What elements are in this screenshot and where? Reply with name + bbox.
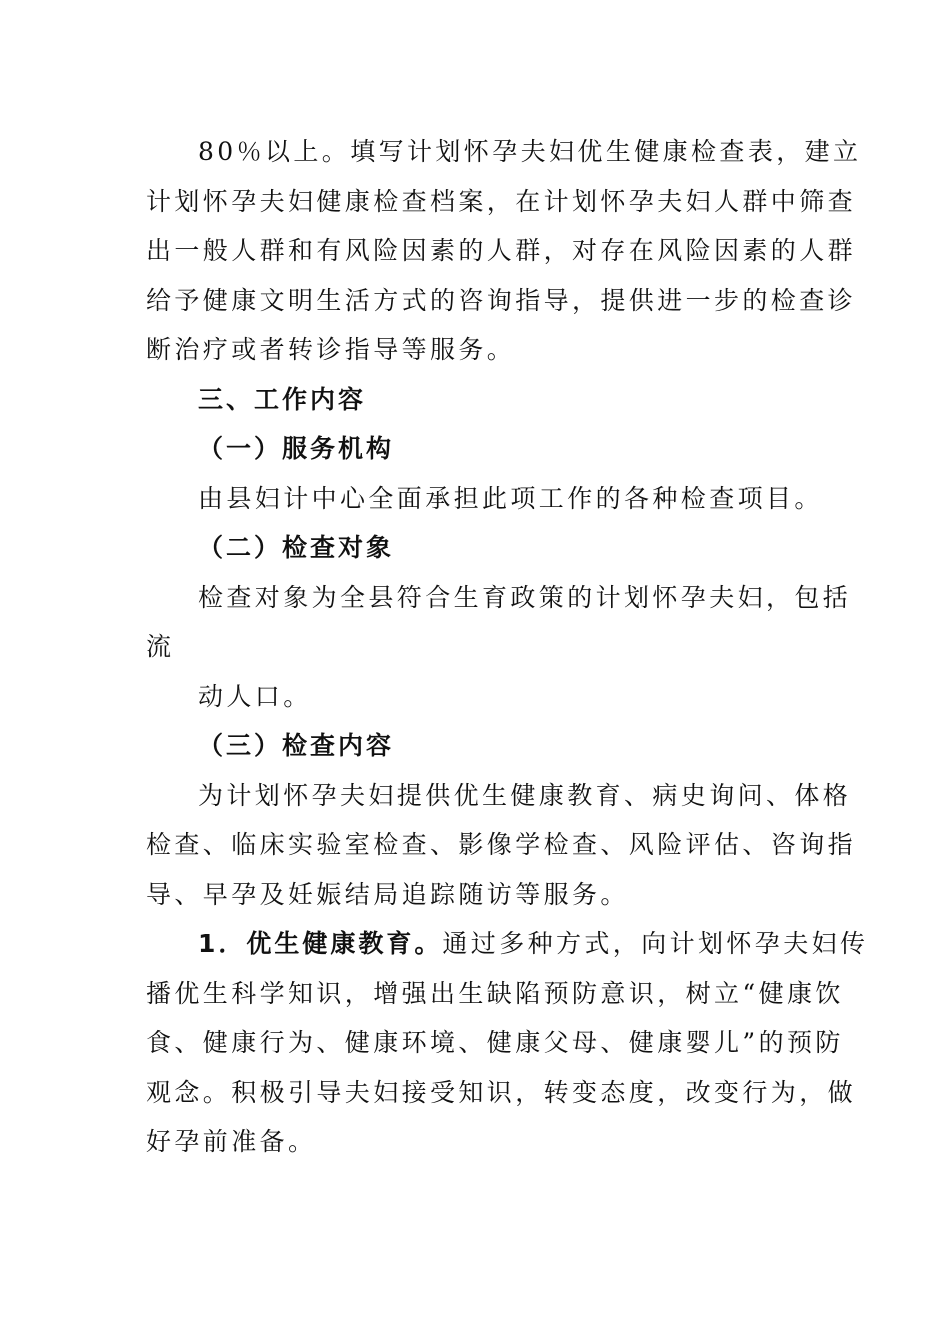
text-line: 为计划怀孕夫妇提供优生健康教育、病史询问、体格 <box>198 781 852 810</box>
text-line: 播优生科学知识，增强出生缺陷预防意识，树立“健康饮 <box>146 979 844 1008</box>
subsection-heading: （三）检查内容 <box>198 731 395 760</box>
text-line: 80％以上。填写计划怀孕夫妇优生健康检查表，建立 <box>198 137 862 166</box>
text-line: 给予健康文明生活方式的咨询指导，提供进一步的检查诊 <box>146 286 857 315</box>
item-title: 1．优生健康教育。 <box>198 929 443 958</box>
text-line: 观念。积极引导夫妇接受知识，转变态度，改变行为，做 <box>146 1078 857 1107</box>
text-line: 由县妇计中心全面承担此项工作的各种检查项目。 <box>198 484 823 513</box>
text-line: 食、健康行为、健康环境、健康父母、健康婴儿”的预防 <box>146 1028 844 1057</box>
text-line: 导、早孕及妊娠结局追踪随访等服务。 <box>146 880 629 909</box>
text-line: 好孕前准备。 <box>146 1127 317 1156</box>
subsection-heading: （二）检查对象 <box>198 533 395 562</box>
text-line: 计划怀孕夫妇健康检查档案，在计划怀孕夫妇人群中筛查 <box>146 187 857 216</box>
subsection-heading: （一）服务机构 <box>198 434 395 463</box>
text-line: 断治疗或者转诊指导等服务。 <box>146 335 516 364</box>
section-heading: 三、工作内容 <box>198 385 367 414</box>
item-text: 通过多种方式，向计划怀孕夫妇传 <box>442 929 869 958</box>
item-first-line <box>198 927 868 961</box>
text-line: 流 <box>146 632 175 661</box>
text-line: 动人口。 <box>198 682 312 711</box>
text-line: 检查对象为全县符合生育政策的计划怀孕夫妇，包括 <box>198 583 852 612</box>
text-line: 出一般人群和有风险因素的人群，对存在风险因素的人群 <box>146 236 857 265</box>
text-line: 检查、临床实验室检查、影像学检查、风险评估、咨询指 <box>146 830 857 859</box>
